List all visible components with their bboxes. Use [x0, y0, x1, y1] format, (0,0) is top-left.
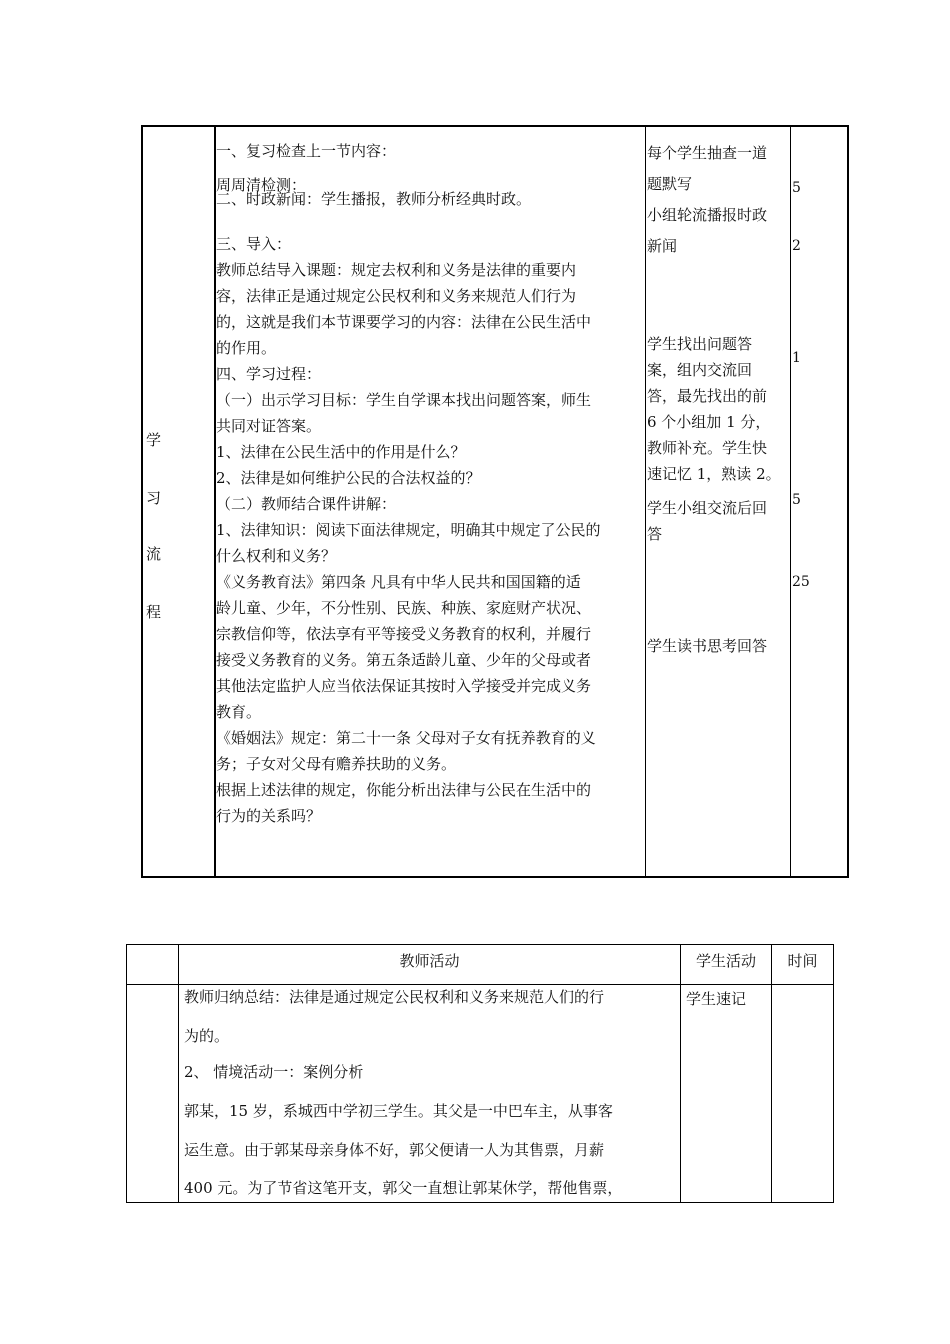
text-line: 一、复习检查上一节内容：: [216, 142, 397, 160]
text-line: 龄儿童、少年，不分性别、民族、种族、家庭财产状况、: [216, 599, 592, 617]
table-border: [847, 125, 849, 878]
activity-table: [126, 944, 834, 1203]
text-line: 新闻: [647, 237, 678, 255]
text-line: 共同对证答案。: [216, 417, 322, 435]
table-border: [141, 125, 849, 127]
text-line: 400 元。为了节省这笔开支，郭父一直想让郭某休学，帮他售票，: [184, 1179, 623, 1197]
text-line: 小组轮流播报时政: [647, 206, 768, 224]
text-line: 其他法定监护人应当依法保证其按时入学接受并完成义务: [216, 677, 592, 695]
text-line: 1、法律知识：阅读下面法律规定，明确其中规定了公民的: [216, 521, 601, 539]
text-line: 为的。: [184, 1027, 230, 1045]
text-line: 教师补充。学生快: [647, 439, 768, 457]
text-line: 根据上述法律的规定，你能分析出法律与公民在生活中的: [216, 781, 592, 799]
text-line: 答，最先找出的前: [647, 387, 768, 405]
text-line: 案，组内交流回: [647, 361, 753, 379]
section-label-char: 习: [146, 489, 162, 507]
header-teacher-activity: 教师活动: [399, 952, 460, 970]
table-border: [645, 125, 646, 878]
table-border: [790, 125, 791, 878]
header-student-activity: 学生活动: [695, 952, 756, 970]
text-line: 运生意。由于郭某母亲身体不好，郭父便请一人为其售票，月薪: [184, 1141, 605, 1159]
text-line: 教师归纳总结：法律是通过规定公民权利和义务来规范人们的行: [184, 988, 605, 1006]
text-line: 《婚姻法》规定：第二十一条 父母对子女有抚养教育的义: [216, 729, 596, 747]
text-line: 接受义务教育的义务。第五条适龄儿童、少年的父母或者: [216, 651, 592, 669]
text-line: 四、学习过程：: [216, 365, 322, 383]
text-line: 的，这就是我们本节课要学习的内容：法律在公民生活中: [216, 313, 592, 331]
text-line: 速记忆 1，熟读 2。: [647, 465, 781, 483]
text-line: 每个学生抽查一道: [647, 144, 768, 162]
time-value: 1: [792, 350, 801, 366]
time-value: 2: [792, 238, 801, 254]
text-line: 什么权利和义务？: [216, 547, 337, 565]
text-line: 学生读书思考回答: [647, 637, 768, 655]
section-label: [141, 125, 214, 878]
section-label-char: 程: [146, 603, 162, 621]
text-line: 2、 情境活动一：案例分析: [184, 1063, 364, 1081]
time-value: 5: [792, 492, 801, 508]
text-line: 1、法律在公民生活中的作用是什么？: [216, 443, 466, 461]
text-line: 二、时政新闻：学生播报，教师分析经典时政。: [216, 190, 532, 208]
text-line: 三、导入：: [216, 235, 292, 253]
text-line: 《义务教育法》第四条 凡具有中华人民共和国国籍的适: [216, 573, 581, 591]
text-line: （二）教师结合课件讲解：: [216, 495, 397, 513]
table-border: [141, 876, 849, 878]
text-line: 教师总结导入课题：规定去权利和义务是法律的重要内: [216, 261, 577, 279]
text-line: 教育。: [216, 703, 262, 721]
text-line: 学生小组交流后回: [647, 499, 768, 517]
text-line: 学生找出问题答: [647, 335, 753, 353]
time-value: 5: [792, 180, 801, 196]
text-line: 答: [647, 525, 663, 543]
text-line: 学生速记: [686, 990, 747, 1008]
text-line: 容，法律正是通过规定公民权利和义务来规范人们行为: [216, 287, 577, 305]
text-line: 题默写: [647, 175, 693, 193]
text-line: 宗教信仰等，依法享有平等接受义务教育的权利，并履行: [216, 625, 592, 643]
text-line: 的作用。: [216, 339, 277, 357]
text-line: （一）出示学习目标：学生自学课本找出问题答案，师生: [216, 391, 592, 409]
section-label-char: 学: [146, 431, 162, 449]
text-line: 周周清检测：: [216, 176, 307, 194]
time-value: 25: [792, 574, 810, 590]
text-line: 6 个小组加 1 分，: [647, 413, 771, 431]
lesson-flow-table: [141, 125, 849, 878]
table-border: [126, 944, 127, 1203]
text-line: 郭某，15 岁，系城西中学初三学生。其父是一中巴车主，从事客: [184, 1102, 613, 1120]
text-line: 行为的关系吗？: [216, 807, 322, 825]
table-border: [833, 944, 834, 1203]
header-time: 时间: [787, 952, 818, 970]
section-label-char: 流: [146, 545, 162, 563]
text-line: 务；子女对父母有赡养扶助的义务。: [216, 755, 457, 773]
text-line: 2、法律是如何维护公民的合法权益的？: [216, 469, 481, 487]
